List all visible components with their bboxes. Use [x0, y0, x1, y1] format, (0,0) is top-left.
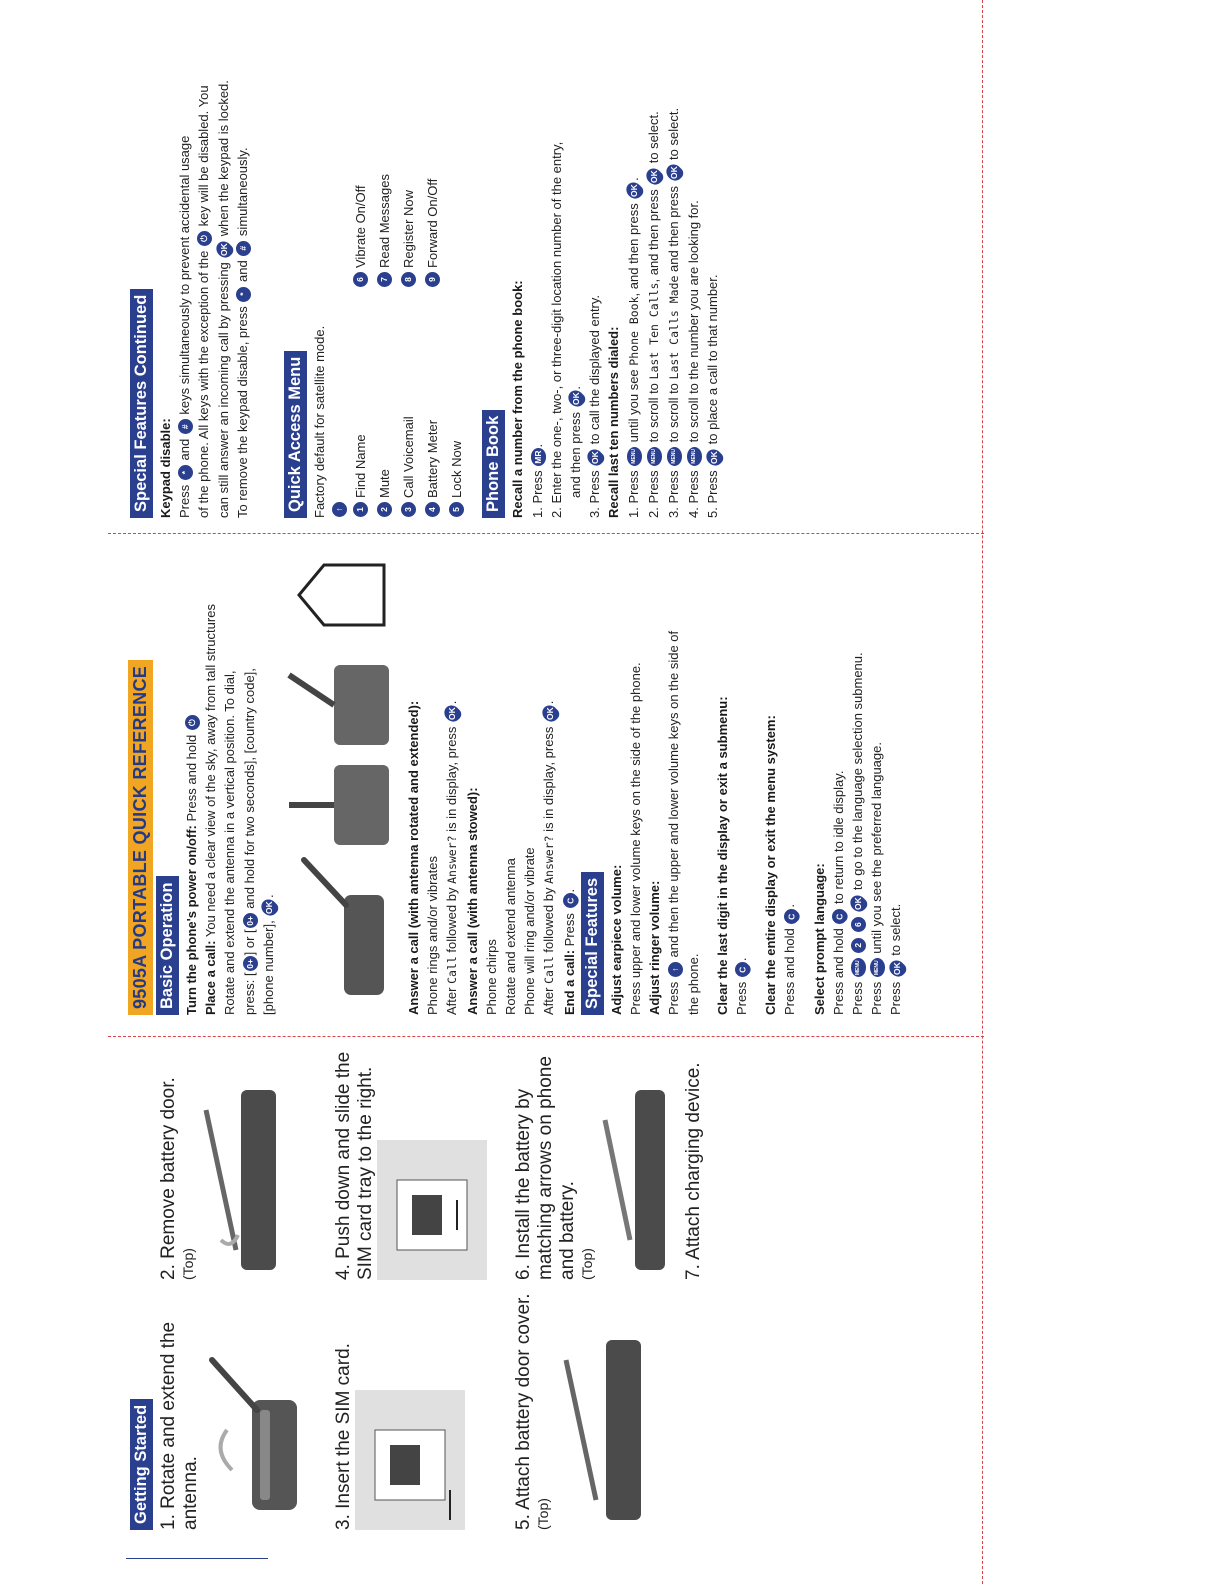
mr-key-icon: MR [531, 448, 546, 465]
battery-cover-illustration [551, 1330, 651, 1530]
up-arrow-key-icon: ↑ [332, 502, 347, 517]
zero-key-icon: 0+ [243, 956, 258, 971]
list-item: 2 Mute [372, 288, 396, 518]
list-item: 1 Find Name [348, 288, 372, 518]
number-key-icon: 3 [401, 502, 416, 517]
quick-access-menu-heading: Quick Access Menu [284, 351, 307, 518]
number-key-icon: 2 [377, 502, 392, 517]
menu-key-icon: MENU [647, 447, 662, 466]
antenna-illustration [202, 1350, 312, 1530]
power-key-icon: ⏻ [197, 231, 212, 246]
menu-key-icon: MENU [870, 958, 885, 977]
step-7-text: 7. Attach charging device. [683, 1062, 704, 1280]
c-key-icon: C [780, 906, 801, 927]
number-key-icon: 8 [401, 272, 416, 287]
basic-operation-heading: Basic Operation [156, 876, 179, 1015]
ok-key-icon: OK [585, 446, 607, 468]
step-1-text: 1. Rotate and extend the antenna. [158, 1321, 201, 1530]
ok-key-icon: OK [663, 162, 685, 184]
ok-key-icon: OK [886, 958, 908, 980]
list-item: 9 Forward On/Off [420, 20, 444, 288]
up-arrow-key-icon: ↑ [668, 962, 683, 977]
menu-key-icon: MENU [687, 447, 702, 466]
fold-line [108, 533, 984, 534]
divider [126, 1558, 268, 1559]
page-title: 9505A PORTABLE QUICK REFERENCE [128, 660, 153, 1015]
fold-line [108, 1036, 984, 1037]
ok-key-icon: OK [565, 388, 587, 410]
c-key-icon: C [732, 959, 753, 980]
number-key-icon: 6 [353, 272, 368, 287]
menu-key-icon: MENU [667, 447, 682, 466]
step-6-text: 6. Install the battery by matching arrows on phone and battery. [513, 1056, 578, 1280]
c-key-icon: C [829, 906, 850, 927]
number-key-icon: 5 [449, 502, 464, 517]
quick-access-subtitle: Factory default for satellite mode. [312, 325, 328, 518]
step-4-text: 4. Push down and slide the SIM card tray to the right. [333, 1051, 376, 1280]
antenna-positions-illustration [284, 555, 399, 1015]
sim-tray-illustration [377, 1140, 487, 1280]
hash-key-icon: # [236, 241, 251, 256]
top-label: (Top) [579, 1248, 595, 1280]
list-item: 5 Lock Now [444, 288, 468, 518]
menu-key-icon: MENU [627, 447, 642, 466]
top-label: (Top) [180, 1248, 196, 1280]
list-item: 7 Read Messages [372, 20, 396, 288]
hash-key-icon: # [178, 419, 193, 434]
top-label: (Top) [535, 1498, 551, 1530]
ok-key-icon: OK [442, 702, 464, 724]
ok-key-icon: OK [539, 702, 561, 724]
list-item: 8 Register Now [396, 20, 420, 288]
special-features-continued-panel: Special Features Continued Keypad disable: Press * and # keys simultaneously to prevent accidental usage of the phone. All keys with the exception of the ⏻ key will be disabled. You can still answer an incoming call by pressing OK when the keypad is locked. To remove the keypad disable, press * and # simultaneously. Quick Access Menu Factory default for satellite mode. ↑ 1 Find Name 2 Mute 3 Call Voicemail 4 Battery Meter 5 Lock Now 6 Vibrate On/Off 7 Read Messages 8 Register Now 9 Forward On/Off Phone Book Recall a number from the phone book: 1. Press MR. 2. Enter the one-, two-, or three-digit location number of the entry, and then press OK. 3. Press OK to call the displayed entry. Recall last ten numbers dialed: 1. Press MENU until you see Phone Book, and then press OK. 2. Press MENU to scroll to Last Ten Calls, and then press OK to select. 3. Press MENU to scroll to Last Calls Made and then press OK to select. 4. Press MENU to scroll to the number you are looking for. 5. Press OK to place a call to that number. [128, 20, 888, 518]
menu-key-icon: MENU [851, 958, 866, 977]
special-features-heading: Special Features [581, 872, 604, 1015]
getting-started-heading: Getting Started [130, 1399, 153, 1530]
ok-key-icon: OK [847, 892, 869, 914]
step-5-text: 5. Attach battery door cover. [513, 1293, 534, 1530]
getting-started-panel [128, 1040, 748, 1530]
number-key-icon: 4 [425, 502, 440, 517]
ok-key-icon: OK [643, 165, 665, 187]
phone-book-heading: Phone Book [482, 410, 505, 518]
quick-access-list [348, 20, 468, 518]
power-key-icon: ⏻ [185, 715, 200, 730]
star-key-icon: * [236, 287, 251, 302]
step-3-text: 3. Insert the SIM card. [333, 1343, 354, 1530]
list-item: 6 Vibrate On/Off [348, 20, 372, 288]
basic-operation-panel: 9505A PORTABLE QUICK REFERENCE Basic Operation Turn the phone's power on/off: Press and hold ⏻ Place a call: You need a clear view of the sky, away from tall structures Rotate and extend the antenna in a vertical position. To dial, press: [0+] or [0+ and hold for two seconds], [country code], [phone number], OK. Answer a call (with antenna rotated and extended): Phone rings and/or vibrates After Call followed by Answer? is in display, press OK. Answer a call (with antenna stowed): Phone chirps Rotate and extend antenna Phone will ring and/or vibrate After Call followed by Answer? is in display, press OK. End a call: Press C. Special Features Adjust earpiece volume: Press upper and lower volume keys on the side of the phone. Adjust ringer volume: Press ↑ and then the upper and lower volume keys on the side of the phone. Clear the last digit in the display or exit a submenu: Press C. Clear the entire display or exit the menu system: Press and hold C. Select prompt language: Press and hold C to return to idle display. Press MENU 2 6 OK to go to the language selection submenu. Press MENU until you see the preferred language. Press OK to select. [128, 540, 888, 1015]
ok-key-icon: OK [213, 238, 235, 260]
step-2-text: 2. Remove battery door. [158, 1077, 179, 1280]
star-key-icon: * [178, 465, 193, 480]
c-key-icon: C [560, 890, 581, 911]
fold-line [982, 0, 983, 1584]
list-item: 3 Call Voicemail [396, 288, 420, 518]
number-key-icon: 1 [353, 502, 368, 517]
ok-key-icon: OK [258, 896, 280, 918]
list-item: 4 Battery Meter [420, 288, 444, 518]
zero-key-icon: 0+ [243, 913, 258, 928]
six-key-icon: 6 [851, 917, 866, 932]
special-features-continued-heading: Special Features Continued [130, 289, 153, 518]
ok-key-icon: OK [623, 179, 645, 201]
number-key-icon: 9 [425, 272, 440, 287]
battery-install-illustration [595, 1080, 675, 1280]
ok-key-icon: OK [703, 446, 725, 468]
two-key-icon: 2 [851, 938, 866, 953]
battery-door-illustration [196, 1080, 286, 1280]
number-key-icon: 7 [377, 272, 392, 287]
sim-card-illustration [355, 1390, 465, 1530]
